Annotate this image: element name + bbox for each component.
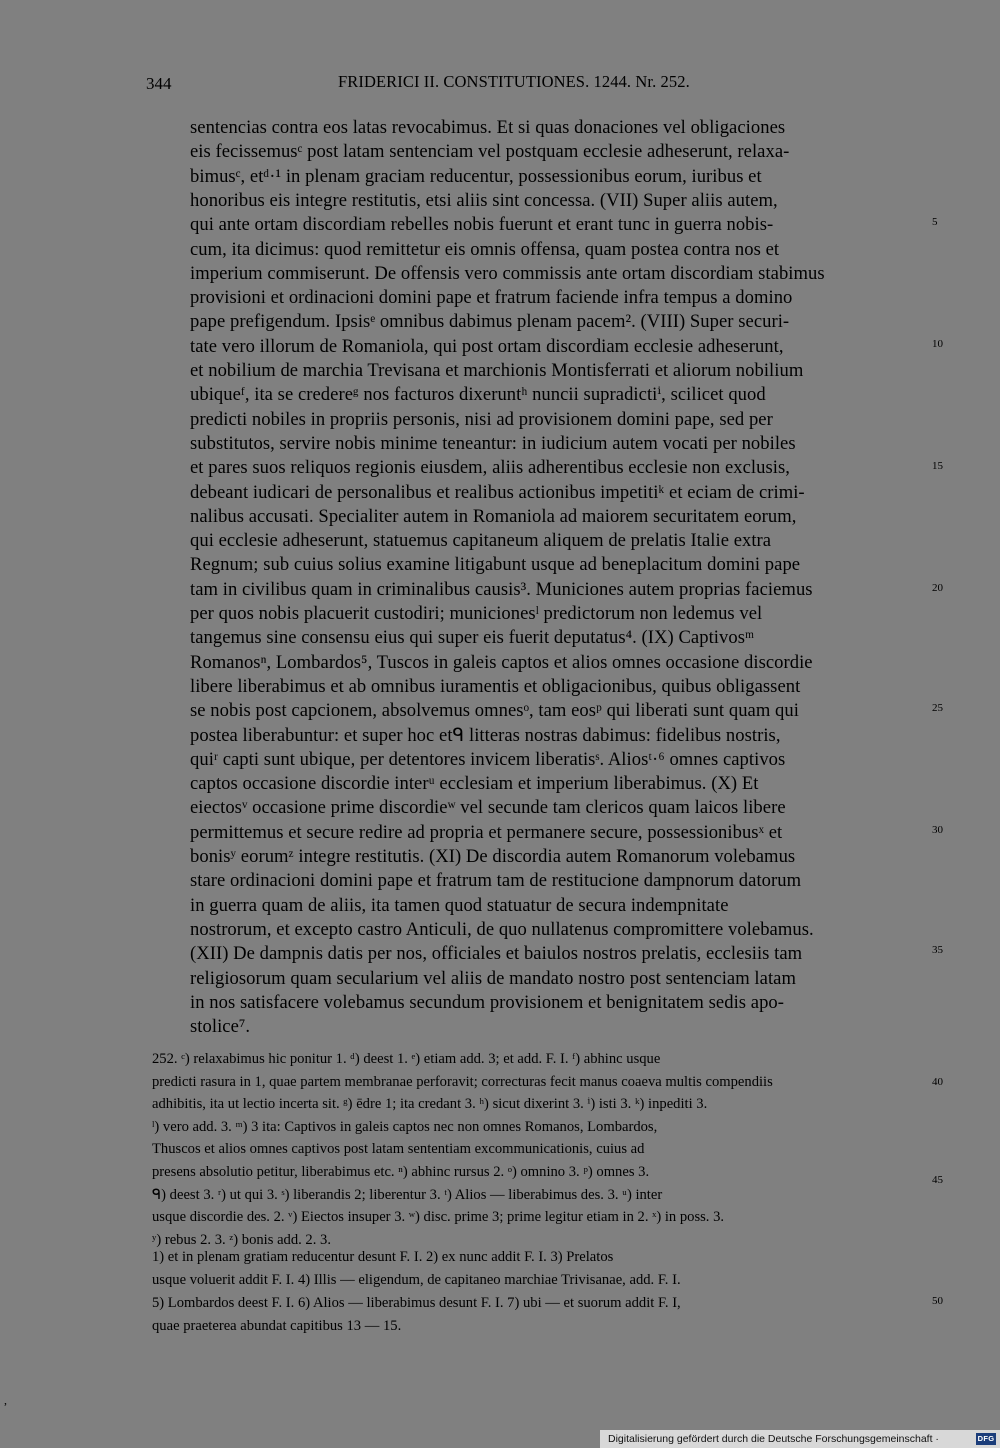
text-line: libere liberabimus et ab omnibus iuramentis et obligacionibus, quibus obligassent <box>190 675 801 697</box>
text-line: Romanosⁿ, Lombardos⁵, Tuscos in galeis captos et alios omnes occasione discordie <box>190 651 813 673</box>
margin-line-number: 40 <box>932 1076 943 1088</box>
text-line: et nobilium de marchia Trevisana et marchionis Montisferrati et aliorum nobilium <box>190 360 804 381</box>
text-line: tate vero illorum de Romaniola, qui post ortam discordiam ecclesie adheserunt, <box>190 335 784 357</box>
margin-line-number: 35 <box>932 944 943 956</box>
text-line: per quos nobis placuerit custodiri; municionesˡ predictorum non ledemus vel <box>190 603 763 624</box>
apparatus-line: 252. ᶜ) relaxabimus hic ponitur 1. ᵈ) deest 1. ᵉ) etiam add. 3; et add. F. I. ᶠ) abhinc usque <box>152 1051 661 1067</box>
text-line: bimusᶜ, etᵈ·¹ in plenam graciam reducentur, possessionibus eorum, iuribus et <box>190 165 762 187</box>
margin-line-number: 45 <box>932 1174 943 1186</box>
text-line: nalibus accusati. Specialiter autem in Romaniola ad maiorem securitatem eorum, <box>190 505 797 527</box>
margin-line-number: 10 <box>932 338 943 350</box>
margin-line-number: 25 <box>932 702 943 714</box>
text-line: substitutos, servire nobis minime teneantur: in iudicium autem vocati per nobiles <box>190 432 796 454</box>
text-line: (XII) De dampnis datis per nos, officiales et baiulos nostros prelatis, ecclesiis tam <box>190 943 803 965</box>
apparatus-line: ˡ) vero add. 3. ᵐ) 3 ita: Captivos in galeis captos nec non omnes Romanos, Lombardos, <box>152 1118 658 1135</box>
text-line: qui ecclesie adheserunt, statuemus capitaneum aliquem de prelatis Italie extra <box>190 530 772 552</box>
apparatus-line: Thuscos et alios omnes captivos post latam sententiam excommunicationis, cuius ad <box>152 1141 645 1158</box>
text-line: stolice⁷. <box>190 1016 251 1038</box>
text-line: pape prefigendum. Ipsisᵉ omnibus dabimus plenam pacem². (VIII) Super securi- <box>190 311 790 333</box>
text-line: tangemus sine consensu eius qui super eis fuerit deputatus⁴. (IX) Captivosᵐ <box>190 627 755 649</box>
text-line: honoribus eis integre restitutis, etsi aliis sint concessa. (VII) Super aliis autem, <box>190 189 778 211</box>
text-line: permittemus et secure redire ad propria et permanere secure, possessionibusˣ et <box>190 821 783 843</box>
apparatus-line: adhibitis, ita ut lectio incerta sit. ᵍ) ēdre 1; ita credant 3. ʰ) sicut dixerint 3. ⁱ) isti 3. ᵏ) inpediti 3. <box>152 1096 708 1113</box>
page-number: 344 <box>146 74 172 93</box>
text-line: cum, ita dicimus: quod remittetur eis omnis offensa, quam postea contra nos et <box>190 238 780 260</box>
text-line: quiʳ capti sunt ubique, per detentores invicem liberatisˢ. Aliosᵗ·⁶ omnes captivos <box>190 748 786 770</box>
text-line: sentencias contra eos latas revocabimus. Et si quas donaciones vel obligaciones <box>190 117 786 138</box>
apparatus-line: usque discordie des. 2. ᵛ) Eiectos insuper 3. ʷ) disc. prime 3; prime legitur etiam in 2. ˣ) in poss. 3. <box>152 1209 725 1226</box>
margin-line-number: 15 <box>932 460 943 472</box>
apparatus-line: predicti rasura in 1, quae partem membranae perforavit; correcturas fecit manus coaeva multis compendiis <box>152 1073 773 1090</box>
margin-line-number: 20 <box>932 582 943 594</box>
apparatus-line: ʸ) rebus 2. 3. ᶻ) bonis add. 2. 3. <box>152 1231 331 1248</box>
text-line: Regnum; sub cuius solius examine litigabunt usque ad beneplacitum domini pape <box>190 554 801 576</box>
text-line: religiosorum quam secularium vel aliis de mandato nostro post sentenciam latam <box>190 967 796 989</box>
text-line: stare ordinacioni domini pape et fratrum tam de restitucione dampnorum datorum <box>190 870 802 892</box>
text-line: se nobis post capcionem, absolvemus omnesᵒ, tam eosᵖ qui liberati sunt quam qui <box>190 700 799 722</box>
margin-line-number: 5 <box>932 216 938 228</box>
text-line: captos occasione discordie interᵘ ecclesiam et imperium liberabimus. (X) Et <box>190 773 759 795</box>
text-line: in nos satisfacere volebamus secundum provisionem et benignitatem sedis apo- <box>190 991 785 1013</box>
text-line: eis fecissemusᶜ post latam sentenciam vel postquam ecclesie adheserunt, relaxa- <box>190 141 790 163</box>
margin-line-number: 30 <box>932 824 943 836</box>
text-line: et pares suos reliquos regionis eiusdem, aliis adherentibus ecclesie non exclusis, <box>190 457 790 479</box>
digitization-footer <box>600 1430 1000 1448</box>
apparatus-line: ᑫ) deest 3. ʳ) ut qui 3. ˢ) liberandis 2; liberentur 3. ᵗ) Alios — liberabimus des. 3. ᵘ) inter <box>152 1186 663 1203</box>
text-line: imperium commiserunt. De offensis vero commissis ante ortam discordiam stabimus <box>190 262 825 284</box>
text-line: ubiqueᶠ, ita se credereᵍ nos facturos dixeruntʰ nuncii supradictiⁱ, scilicet quod <box>190 384 766 406</box>
page-header <box>146 70 926 96</box>
text-line: qui ante ortam discordiam rebelles nobis fuerunt et erant tunc in guerra nobis- <box>190 214 774 236</box>
running-title: FRIDERICI II. CONSTITUTIONES. 1244. Nr. 252. <box>338 72 690 91</box>
note-line: usque voluerit addit F. I. 4) Illis — eligendum, de capitaneo marchiae Trivisanae, add. F. I. <box>152 1272 681 1288</box>
text-line: postea liberabuntur: et super hoc etᑫ litteras nostras dabimus: fidelibus nostris, <box>190 724 781 746</box>
footer-text: Digitalisierung gefördert durch die Deutsche Forschungsgemeinschaft · <box>608 1433 939 1445</box>
dfg-logo-icon: DFG <box>977 1434 995 1443</box>
note-line: 5) Lombardos deest F. I. 6) Alios — liberabimus desunt F. I. 7) ubi — et suorum addit F. I, <box>152 1295 681 1311</box>
stray-mark: , <box>4 1393 7 1407</box>
text-line: tam in civilibus quam in criminalibus causis³. Municiones autem proprias faciemus <box>190 578 813 600</box>
text-line: nostrorum, et excepto castro Anticuli, de quo nullatenus compromittere volebamus. <box>190 918 814 940</box>
text-line: debeant iudicari de personalibus et realibus actionibus impetitiᵏ et eciam de crimi- <box>190 481 805 503</box>
margin-line-number: 50 <box>932 1295 943 1307</box>
text-line: bonisʸ eorumᶻ integre restitutis. (XI) De discordia autem Romanorum volebamus <box>190 846 796 867</box>
text-line: eiectosᵛ occasione prime discordieʷ vel secunde tam clericos quam laicos libere <box>190 797 786 819</box>
note-line: 1) et in plenam gratiam reducentur desunt F. I. 2) ex nunc addit F. I. 3) Prelatos <box>152 1249 614 1265</box>
text-line: in guerra quam de aliis, ita tamen quod statuatur de secura indempnitate <box>190 894 729 916</box>
text-line: predicti nobiles in propriis personis, nisi ad provisionem domini pape, sed per <box>190 408 773 430</box>
apparatus-line: presens absolutio petitur, liberabimus etc. ⁿ) abhinc rursus 2. ᵒ) omnino 3. ᵖ) omnes 3. <box>152 1164 650 1180</box>
note-line: quae praeterea abundat capitibus 13 — 15. <box>152 1318 402 1334</box>
text-line: provisioni et ordinacioni domini pape et fratrum faciende infra tempus a domino <box>190 287 793 309</box>
